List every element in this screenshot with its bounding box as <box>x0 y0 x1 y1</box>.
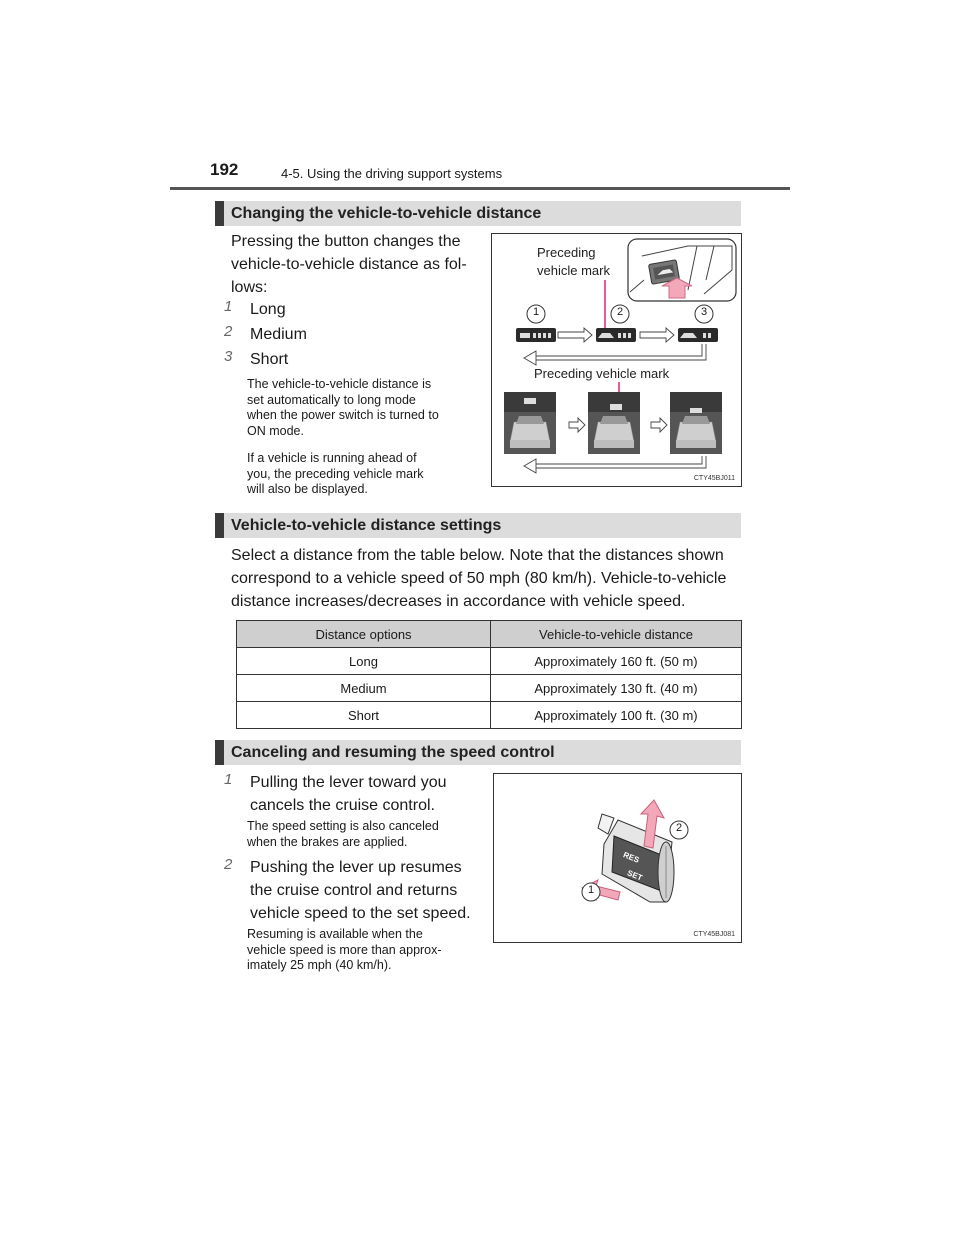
distance-display-illustration <box>492 234 741 486</box>
item-number: 1 <box>224 771 233 788</box>
table-cell: Approximately 130 ft. (40 m) <box>491 675 742 702</box>
cancel-text <box>250 771 478 817</box>
option-number: 2 <box>224 323 233 340</box>
note-preceding <box>247 451 478 498</box>
label-line: vehicle mark <box>537 263 610 278</box>
option-label: Short <box>250 351 289 368</box>
note-line: vehicle speed is more than approx- <box>247 942 442 957</box>
circled-number-1: 1 <box>587 884 595 896</box>
circled-number-2: 2 <box>675 822 683 834</box>
note-line: will also be displayed. <box>247 482 368 496</box>
figure-code: CTY45BJ081 <box>693 931 735 938</box>
resume-item <box>224 856 232 874</box>
chapter-title: 4-5. Using the driving support systems <box>281 166 503 181</box>
intro-line: vehicle-to-vehicle distance as fol- <box>231 256 467 273</box>
table-cell: Approximately 160 ft. (50 m) <box>491 648 742 675</box>
table-header-row <box>237 621 742 648</box>
cancel-item <box>224 771 232 789</box>
note-line: imately 25 mph (40 km/h). <box>247 958 392 972</box>
table-row <box>237 702 742 729</box>
table-cell: Short <box>237 702 491 729</box>
note-line: The vehicle-to-vehicle distance is <box>247 377 432 391</box>
table-row <box>237 675 742 702</box>
note-line: If a vehicle is running ahead of <box>247 451 417 465</box>
cruise-lever-illustration <box>494 774 741 942</box>
note-line: set automatically to long mode <box>247 392 416 407</box>
option-number: 3 <box>224 348 233 365</box>
preceding-vehicle-mark-label-mid: Preceding vehicle mark <box>534 366 670 381</box>
table-header: Distance options <box>237 621 491 648</box>
item-line: Pushing the lever up resumes <box>250 859 462 876</box>
body-line: distance increases/decreases in accordance with vehicle speed. <box>231 593 686 610</box>
option-medium <box>224 323 307 343</box>
section-heading-cancel-resume: Canceling and resuming the speed control <box>215 740 741 765</box>
section2-body <box>231 544 751 613</box>
table-cell: Approximately 100 ft. (30 m) <box>491 702 742 729</box>
item-line: Pulling the lever toward you <box>250 774 447 791</box>
note-line: when the brakes are applied. <box>247 834 408 849</box>
item-line: the cruise control and returns <box>250 882 458 899</box>
preceding-vehicle-mark-label-top <box>537 244 610 280</box>
page-number: 192 <box>210 160 239 179</box>
note-line: The speed setting is also canceled <box>247 819 439 833</box>
table-cell: Long <box>237 648 491 675</box>
table-row <box>237 648 742 675</box>
res-marking: RES <box>621 850 641 865</box>
body-line: correspond to a vehicle speed of 50 mph (80 km/h). Vehicle-to-vehicle <box>231 570 727 587</box>
label-line: Preceding <box>537 245 596 260</box>
figure-code: CTY45BJ011 <box>693 475 735 482</box>
note-line: Resuming is available when the <box>247 927 423 941</box>
circled-number-2: 2 <box>616 306 624 318</box>
note-line: ON mode. <box>247 423 304 438</box>
option-long <box>224 298 286 318</box>
option-short <box>224 348 289 368</box>
figure-distance-display <box>491 233 742 487</box>
resume-note <box>247 927 478 974</box>
section-heading-changing-distance: Changing the vehicle-to-vehicle distance <box>215 201 741 226</box>
item-line: cancels the cruise control. <box>250 797 435 814</box>
option-label: Long <box>250 301 286 318</box>
distance-table <box>236 620 742 729</box>
figure-cruise-lever <box>493 773 742 943</box>
cancel-note <box>247 819 478 850</box>
section1-intro <box>231 230 478 299</box>
item-number: 2 <box>224 856 233 873</box>
item-line: vehicle speed to the set speed. <box>250 905 471 922</box>
section-heading-distance-settings: Vehicle-to-vehicle distance settings <box>215 513 741 538</box>
circled-number-3: 3 <box>700 306 708 318</box>
option-label: Medium <box>250 326 307 343</box>
body-line: Select a distance from the table below. Note that the distances shown <box>231 547 724 564</box>
set-marking: SET <box>625 868 644 883</box>
circled-number-1: 1 <box>532 306 540 318</box>
intro-line: Pressing the button changes the <box>231 233 461 250</box>
note-auto-long <box>247 377 478 439</box>
header-rule <box>170 187 790 190</box>
note-line: when the power switch is turned to <box>247 408 439 422</box>
table-cell: Medium <box>237 675 491 702</box>
resume-text <box>250 856 478 925</box>
table-header: Vehicle-to-vehicle distance <box>491 621 742 648</box>
note-line: you, the preceding vehicle mark <box>247 466 424 481</box>
option-number: 1 <box>224 298 233 315</box>
intro-line: lows: <box>231 279 268 296</box>
